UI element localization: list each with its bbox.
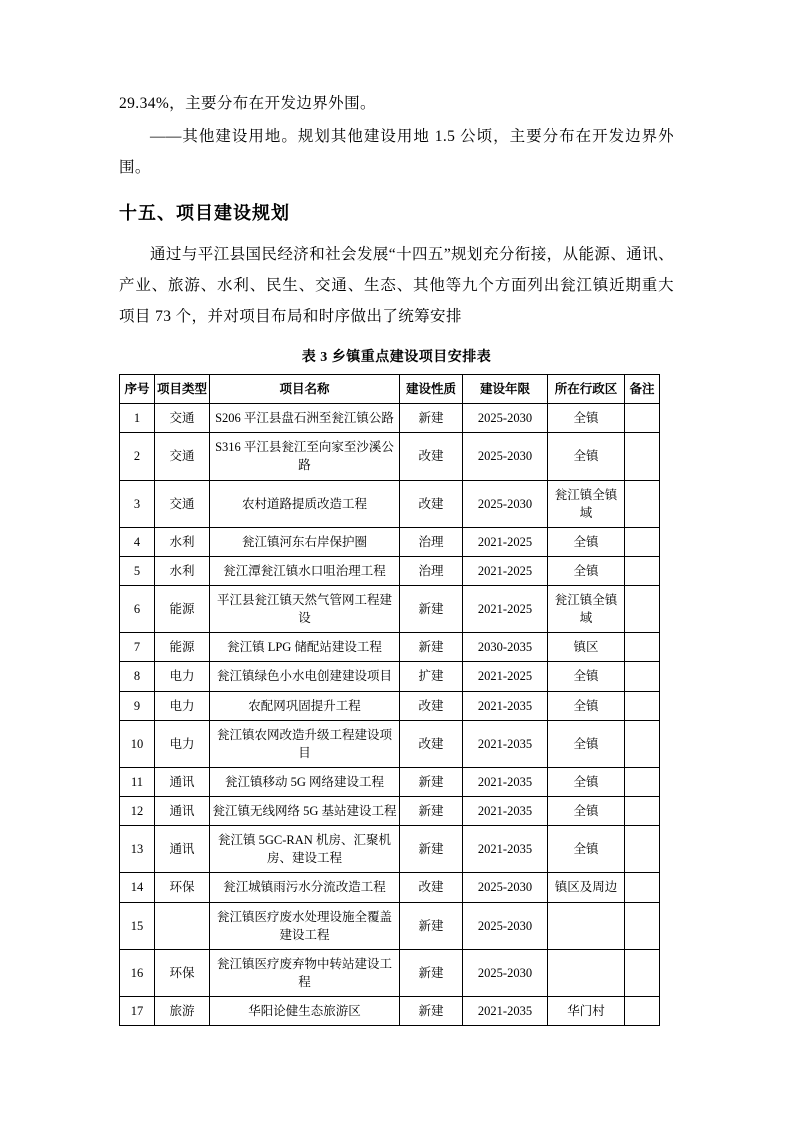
column-header: 所在行政区 <box>548 375 625 404</box>
table-cell: 瓮江镇移动 5G 网络建设工程 <box>210 767 400 796</box>
table-cell: 瓮江镇全镇域 <box>548 586 625 633</box>
table-cell: 2021-2025 <box>463 527 548 556</box>
table-row <box>120 527 660 556</box>
table-cell: 新建 <box>400 997 463 1026</box>
paragraph-other-construction-land: ——其他建设用地。规划其他建设用地 1.5 公顷，主要分布在开发边界外围。 <box>119 128 674 176</box>
column-header: 项目名称 <box>210 375 400 404</box>
table-cell: 5 <box>120 556 155 585</box>
table-cell: 瓮江镇农网改造升级工程建设项目 <box>210 720 400 767</box>
table-cell: 通讯 <box>155 826 210 873</box>
table-cell <box>625 720 660 767</box>
table-cell <box>625 873 660 902</box>
table-cell: 环保 <box>155 949 210 996</box>
table-cell: 全镇 <box>548 527 625 556</box>
table-cell: 水利 <box>155 527 210 556</box>
table-cell: 改建 <box>400 480 463 527</box>
table-cell <box>625 691 660 720</box>
table-cell: 平江县瓮江镇天然气管网工程建设 <box>210 586 400 633</box>
table-cell: 13 <box>120 826 155 873</box>
table-cell: 扩建 <box>400 662 463 691</box>
table-cell: S206 平江县盘石洲至瓮江镇公路 <box>210 404 400 433</box>
table-header-row <box>120 375 660 404</box>
table-row <box>120 633 660 662</box>
table-cell: 电力 <box>155 691 210 720</box>
table-cell: 16 <box>120 949 155 996</box>
table-cell: 2025-2030 <box>463 873 548 902</box>
table-cell: 新建 <box>400 902 463 949</box>
paragraph-land-percentage: 29.34%，主要分布在开发边界外围。 <box>119 95 376 112</box>
table-cell: 全镇 <box>548 433 625 480</box>
table-cell: 瓮江镇河东右岸保护圈 <box>210 527 400 556</box>
table-cell: 旅游 <box>155 997 210 1026</box>
table-cell <box>625 527 660 556</box>
table-cell: 2025-2030 <box>463 433 548 480</box>
table-row <box>120 720 660 767</box>
table-cell: 2025-2030 <box>463 949 548 996</box>
table-row <box>120 826 660 873</box>
table-row <box>120 480 660 527</box>
table-cell: 新建 <box>400 767 463 796</box>
table-cell: 农村道路提质改造工程 <box>210 480 400 527</box>
table-row <box>120 873 660 902</box>
table-cell: 2021-2025 <box>463 586 548 633</box>
table-cell: 全镇 <box>548 662 625 691</box>
table-cell <box>548 949 625 996</box>
table-cell: 新建 <box>400 586 463 633</box>
table-cell: 11 <box>120 767 155 796</box>
table-cell: 2025-2030 <box>463 902 548 949</box>
table-cell <box>625 997 660 1026</box>
table-cell: 水利 <box>155 556 210 585</box>
table-cell: 15 <box>120 902 155 949</box>
table-cell: 3 <box>120 480 155 527</box>
table-cell: 2021-2035 <box>463 826 548 873</box>
table-cell <box>625 797 660 826</box>
table-cell: 通讯 <box>155 797 210 826</box>
table-cell: 全镇 <box>548 767 625 796</box>
table-cell: 能源 <box>155 586 210 633</box>
table-cell: 镇区及周边 <box>548 873 625 902</box>
table-cell: 瓮江镇全镇域 <box>548 480 625 527</box>
table-cell: 瓮江镇 LPG 储配站建设工程 <box>210 633 400 662</box>
table-cell <box>625 826 660 873</box>
table-cell: 全镇 <box>548 404 625 433</box>
table-cell: 全镇 <box>548 691 625 720</box>
table-cell: 环保 <box>155 873 210 902</box>
table-cell: 6 <box>120 586 155 633</box>
table-cell: 电力 <box>155 662 210 691</box>
table-cell <box>155 902 210 949</box>
table-cell: 华门村 <box>548 997 625 1026</box>
table-row <box>120 404 660 433</box>
table-cell: 全镇 <box>548 826 625 873</box>
table-cell <box>625 633 660 662</box>
table-cell <box>625 586 660 633</box>
paragraph-plan-intro: 通过与平江县国民经济和社会发展“十四五”规划充分衔接，从能源、通讯、产业、旅游、水利、民生、交通、生态、其他等九个方面列出瓮江镇近期重大项目 73 个，并对项目布局和时序做出了统筹安排 <box>119 246 674 325</box>
table-cell: 瓮江镇医疗废弃物中转站建设工程 <box>210 949 400 996</box>
table-cell: 2030-2035 <box>463 633 548 662</box>
table-cell: 14 <box>120 873 155 902</box>
table-cell <box>625 767 660 796</box>
section-heading: 十五、项目建设规划 <box>119 203 290 223</box>
table-cell <box>625 902 660 949</box>
table-cell: 新建 <box>400 797 463 826</box>
project-table <box>119 374 660 1026</box>
table-cell: 交通 <box>155 433 210 480</box>
table-cell <box>625 433 660 480</box>
table-cell: 能源 <box>155 633 210 662</box>
table-cell: 瓮江镇 5GC-RAN 机房、汇聚机房、建设工程 <box>210 826 400 873</box>
table-cell: 2021-2025 <box>463 662 548 691</box>
table-cell: 交通 <box>155 480 210 527</box>
table-cell: S316 平江县瓮江至向家至沙溪公路 <box>210 433 400 480</box>
table-cell: 新建 <box>400 826 463 873</box>
table-cell: 新建 <box>400 404 463 433</box>
table-row <box>120 586 660 633</box>
table-cell <box>625 556 660 585</box>
table-cell: 改建 <box>400 691 463 720</box>
table-cell: 改建 <box>400 433 463 480</box>
table-cell: 全镇 <box>548 797 625 826</box>
table-row <box>120 767 660 796</box>
table-cell: 1 <box>120 404 155 433</box>
table-cell <box>548 902 625 949</box>
table-cell: 2021-2035 <box>463 797 548 826</box>
table-cell: 通讯 <box>155 767 210 796</box>
table-cell: 2 <box>120 433 155 480</box>
table-body <box>120 404 660 1026</box>
table-cell: 瓮江镇绿色小水电创建建设项目 <box>210 662 400 691</box>
table-cell: 8 <box>120 662 155 691</box>
table-cell: 瓮江镇医疗废水处理设施全覆盖建设工程 <box>210 902 400 949</box>
table-cell <box>625 480 660 527</box>
table-row <box>120 997 660 1026</box>
table-row <box>120 797 660 826</box>
table-cell: 9 <box>120 691 155 720</box>
table-cell: 新建 <box>400 949 463 996</box>
table-cell: 农配网巩固提升工程 <box>210 691 400 720</box>
table-cell: 全镇 <box>548 720 625 767</box>
table-cell: 全镇 <box>548 556 625 585</box>
table-row <box>120 556 660 585</box>
table-row <box>120 691 660 720</box>
table-cell: 镇区 <box>548 633 625 662</box>
table-title: 表 3 乡镇重点建设项目安排表 <box>301 350 492 365</box>
table-cell: 电力 <box>155 720 210 767</box>
table-cell: 2025-2030 <box>463 480 548 527</box>
table-cell: 治理 <box>400 527 463 556</box>
table-row <box>120 662 660 691</box>
table-cell: 2021-2035 <box>463 767 548 796</box>
table-cell: 华阳论健生态旅游区 <box>210 997 400 1026</box>
table-cell: 2021-2035 <box>463 720 548 767</box>
column-header: 序号 <box>120 375 155 404</box>
table-cell <box>625 949 660 996</box>
table-row <box>120 949 660 996</box>
table-cell: 改建 <box>400 873 463 902</box>
table-cell: 4 <box>120 527 155 556</box>
table-cell: 瓮江城镇雨污水分流改造工程 <box>210 873 400 902</box>
table-cell: 12 <box>120 797 155 826</box>
table-cell: 治理 <box>400 556 463 585</box>
table-cell: 瓮江潭瓮江镇水口咀治理工程 <box>210 556 400 585</box>
column-header: 备注 <box>625 375 660 404</box>
table-cell <box>625 404 660 433</box>
table-cell: 2021-2035 <box>463 997 548 1026</box>
table-cell: 2021-2025 <box>463 556 548 585</box>
table-cell: 2021-2035 <box>463 691 548 720</box>
table-cell: 2025-2030 <box>463 404 548 433</box>
table-cell: 新建 <box>400 633 463 662</box>
table-cell: 交通 <box>155 404 210 433</box>
table-row <box>120 433 660 480</box>
table-cell: 改建 <box>400 720 463 767</box>
table-cell: 17 <box>120 997 155 1026</box>
column-header: 建设性质 <box>400 375 463 404</box>
table-row <box>120 902 660 949</box>
column-header: 建设年限 <box>463 375 548 404</box>
table-cell: 10 <box>120 720 155 767</box>
table-cell: 瓮江镇无线网络 5G 基站建设工程 <box>210 797 400 826</box>
table-cell <box>625 662 660 691</box>
column-header: 项目类型 <box>155 375 210 404</box>
table-cell: 7 <box>120 633 155 662</box>
